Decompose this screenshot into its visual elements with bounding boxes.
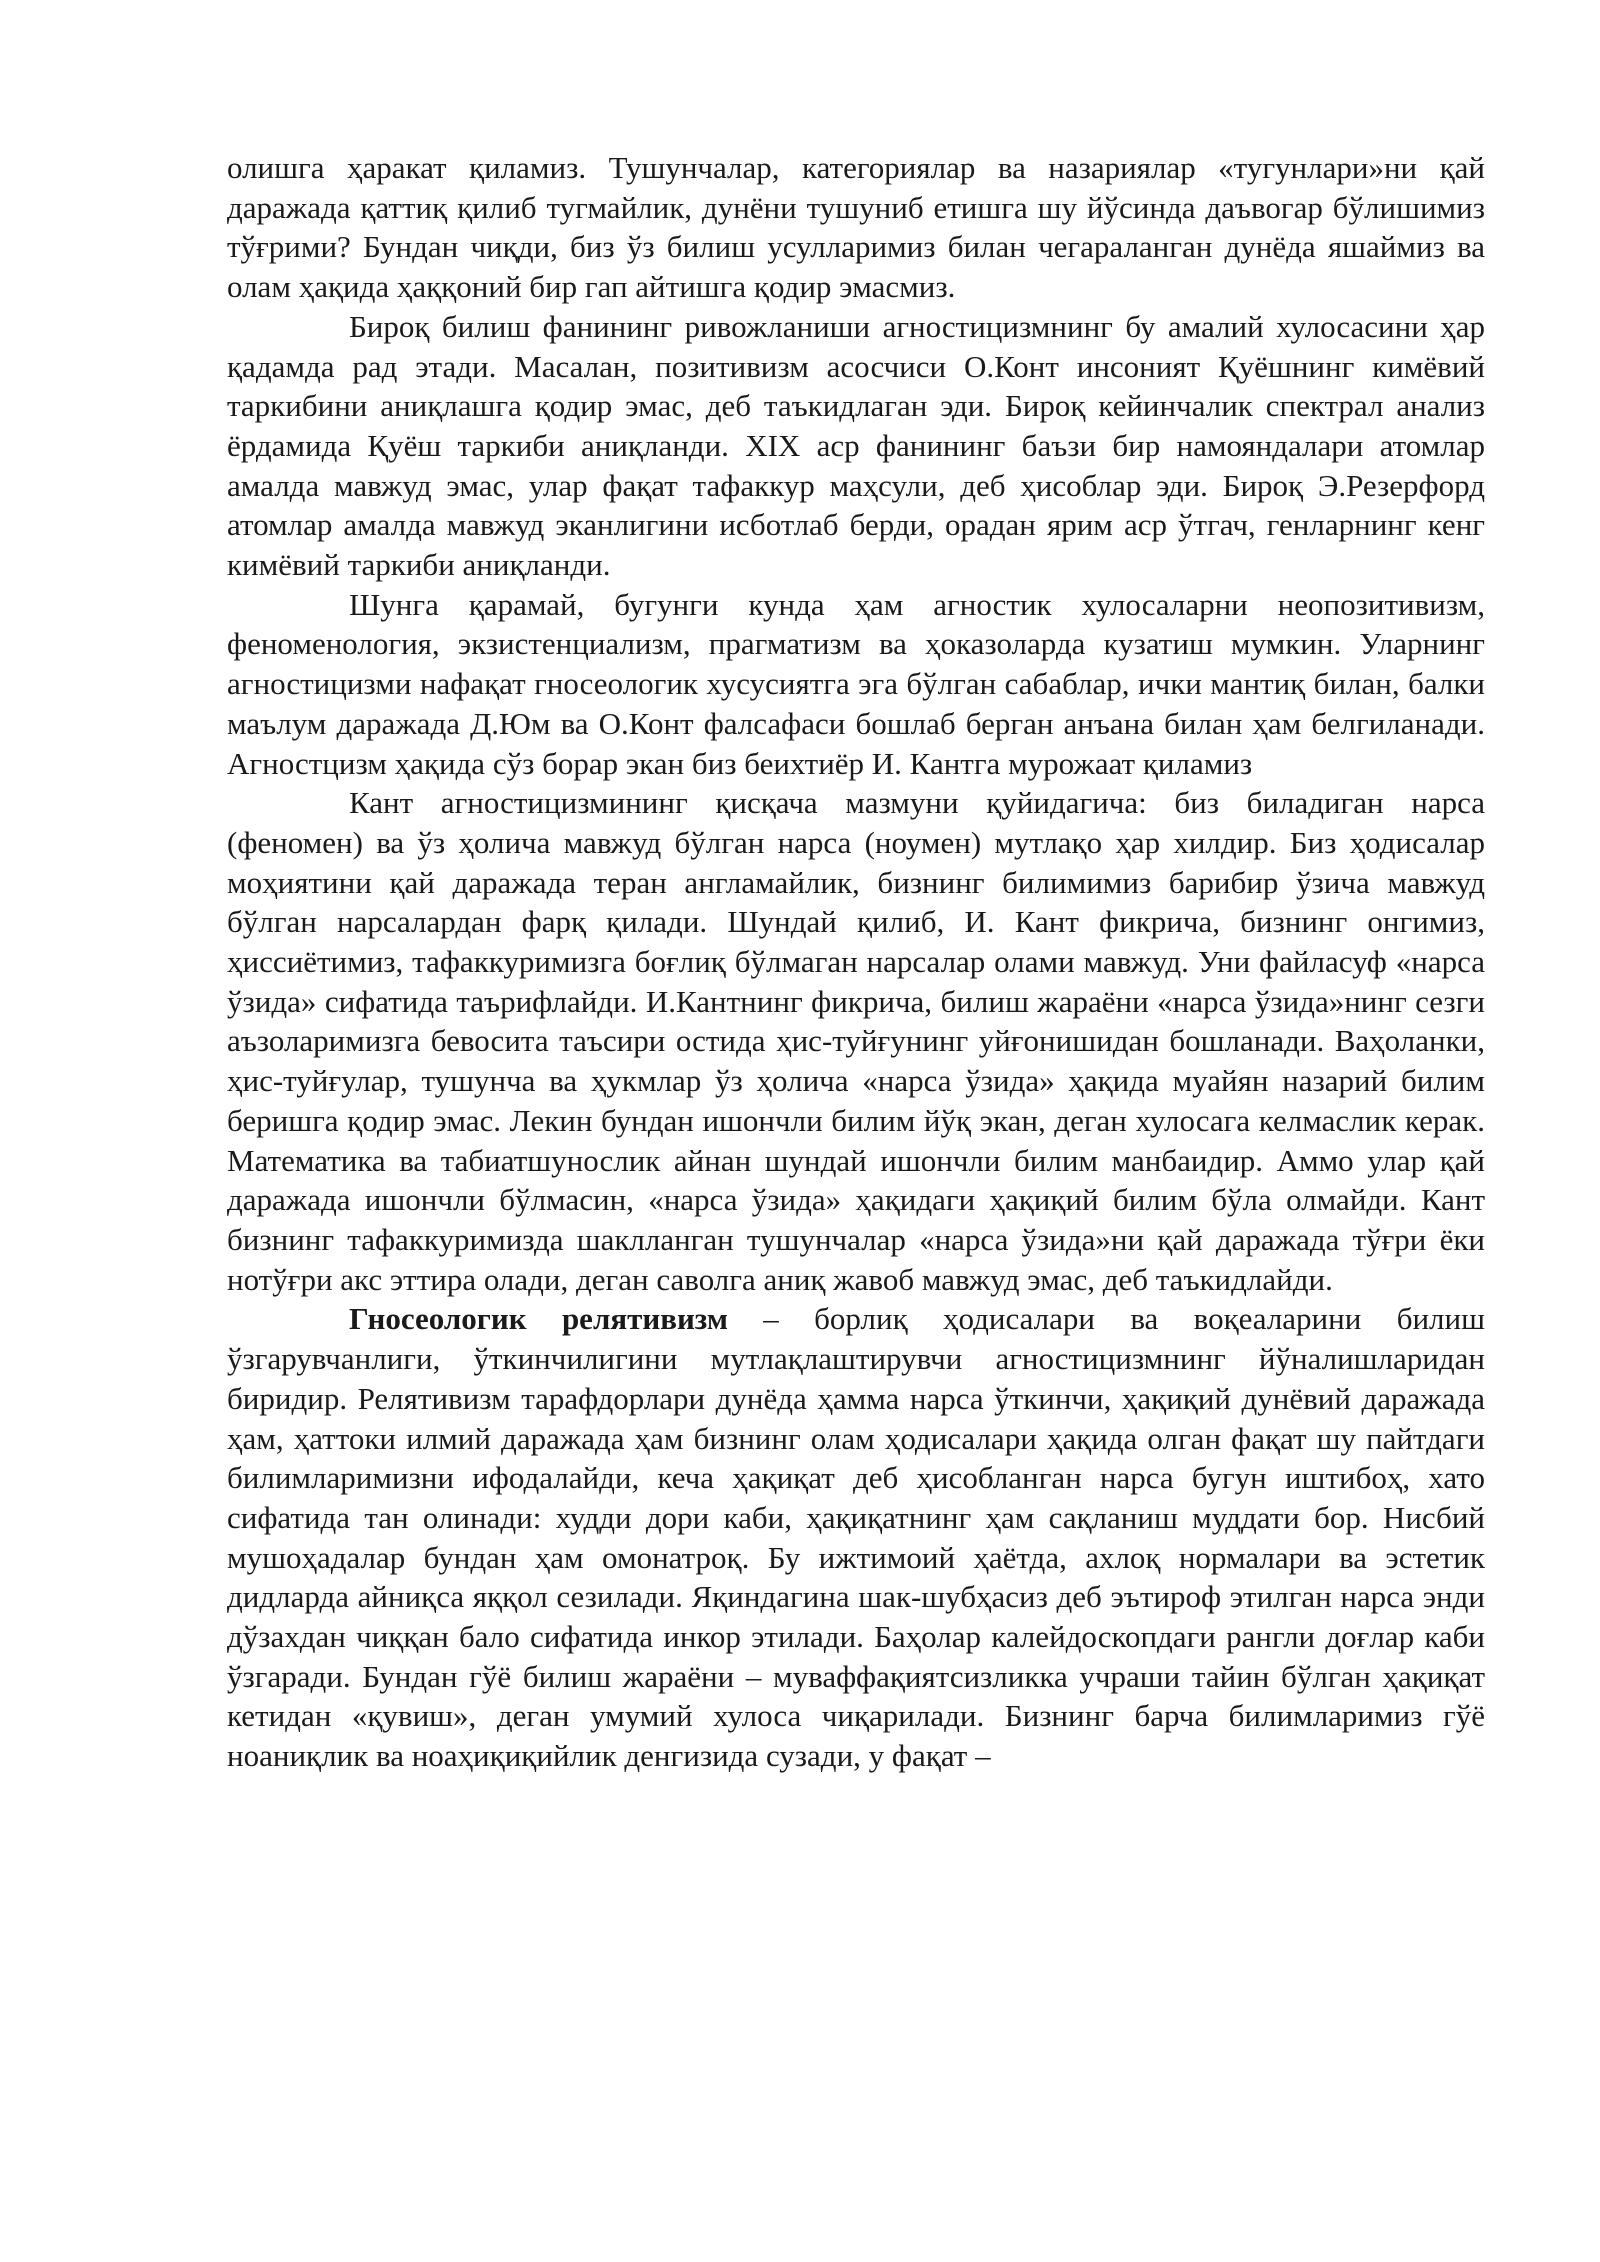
paragraph-5-body: – борлиқ ҳодисалари ва воқеаларини билиш ўзгарувчанлиги, ўткинчилигини мутлақлаштирувчи агностицизмнинг йўналишларидан биридир. Релятивизм тарафдорлари дунёда ҳамма нарса ўткинчи, ҳақиқий дунёвий даражада ҳам, ҳаттоки илмий даражада ҳам бизнинг олам ҳодисалари ҳақида олган фақат шу пайтдаги билимларимизни ифодалайди, кеча ҳақиқат деб ҳисобланган нарса бугун иштибоҳ, хато сифатида тан олинади: худди дори каби, ҳақиқатнинг ҳам сақланиш муддати бор. Нисбий мушоҳадалар бундан ҳам омонатроқ. Бу ижтимоий ҳаётда, ахлоқ нормалари ва эстетик дидларда айниқса яққол сезилади. Яқиндагина шак-шубҳасиз деб эътироф этилган нарса энди дўзахдан чиққан бало сифатида инкор этилади. Баҳолар калейдоскопдаги рангли доғлар каби ўзгаради. Бундан гўё билиш жараёни – муваффақиятсизликка учраши тайин бўлган ҳақиқат кетидан «қувиш», деган умумий хулоса чиқарилади. Бизнинг барча билимларимиз гўё ноаниқлик ва ноаҳиқиқийлик денгизида сузади, у фақат – [227,1301,1485,1774]
paragraph-4: Кант агностицизмининг қисқача мазмуни қуйидагича: биз биладиган нарса (феномен) ва ўз ҳолича мавжуд бўлган нарса (ноумен) мутлақо ҳар хилдир. Биз ҳодисалар моҳиятини қай даражада теран англамайлик, бизнинг билимимиз барибир ўзича мавжуд бўлган нарсалардан фарқ қилади. Шундай қилиб, И. Кант фикрича, бизнинг онгимиз, ҳиссиётимиз, тафаккуримизга боғлиқ бўлмаган нарсалар олами мавжуд. Уни файласуф «нарса ўзида» сифатида таърифлайди. И.Кантнинг фикрича, билиш жараёни «нарса ўзида»нинг сезги аъзоларимизга бевосита таъсири остида ҳис-туйғунинг уйғонишидан бошланади. Ваҳоланки, ҳис-туйғулар, тушунча ва ҳукмлар ўз ҳолича «нарса ўзида» ҳақида муайян назарий билим беришга қодир эмас. Лекин бундан ишончли билим йўқ экан, деган хулосага келмаслик керак. Математика ва табиатшунослик айнан шундай ишончли билим манбаидир. Аммо улар қай даражада ишончли бўлмасин, «нарса ўзида» ҳақидаги ҳақиқий билим бўла олмайди. Кант бизнинг тафаккуримизда шаклланган тушунчалар «нарса ўзида»ни қай даражада тўғри ёки нотўғри акс эттира олади, деган саволга аниқ жавоб мавжуд эмас, деб таъкидлайди. [227,785,1485,1297]
paragraph-2: Бироқ билиш фанининг ривожланиши агностицизмнинг бу амалий хулосасини ҳар қадамда рад этади. Масалан, позитивизм асосчиси О.Конт инсоният Қуёшнинг кимёвий таркибини аниқлашга қодир эмас, деб таъкидлаган эди. Бироқ кейинчалик спектрал анализ ёрдамида Қуёш таркиби аниқланди. XIX аср фанининг баъзи бир намояндалари атомлар амалда мавжуд эмас, улар фақат тафаккур маҳсули, деб ҳисоблар эди. Бироқ Э.Резерфорд атомлар амалда мавжуд эканлигини исботлаб берди, орадан ярим аср ўтгач, генларнинг кенг кимёвий таркиби аниқланди. [227,308,1485,583]
bold-term: Гносеологик релятивизм [349,1301,728,1337]
paragraph-1: олишга ҳаракат қиламиз. Тушунчалар, категориялар ва назариялар «тугунлари»ни қай даражада қаттиқ қилиб тугмайлик, дунёни тушуниб етишга шу йўсинда даъвогар бўлишимиз тўғрими? Бундан чиқди, биз ўз билиш усулларимиз билан чегараланган дунёда яшаймиз ва олам ҳақида ҳаққоний бир гап айтишга қодир эмасмиз. [227,150,1485,305]
paragraph-5 [227,1299,1485,1775]
document-page [227,148,1485,1776]
paragraph-3: Шунга қарамай, бугунги кунда ҳам агностик хулосаларни неопозитивизм, феноменология, экзистенциализм, прагматизм ва ҳоказоларда кузатиш мумкин. Уларнинг агностицизми нафақат гносеологик хусусиятга эга бўлган сабаблар, ички мантиқ билан, балки маълум даражада Д.Юм ва О.Конт фалсафаси бошлаб берган анъана билан ҳам белгиланади. Агностцизм ҳақида сўз борар экан биз беихтиёр И. Кантга мурожаат қиламиз [227,586,1485,781]
